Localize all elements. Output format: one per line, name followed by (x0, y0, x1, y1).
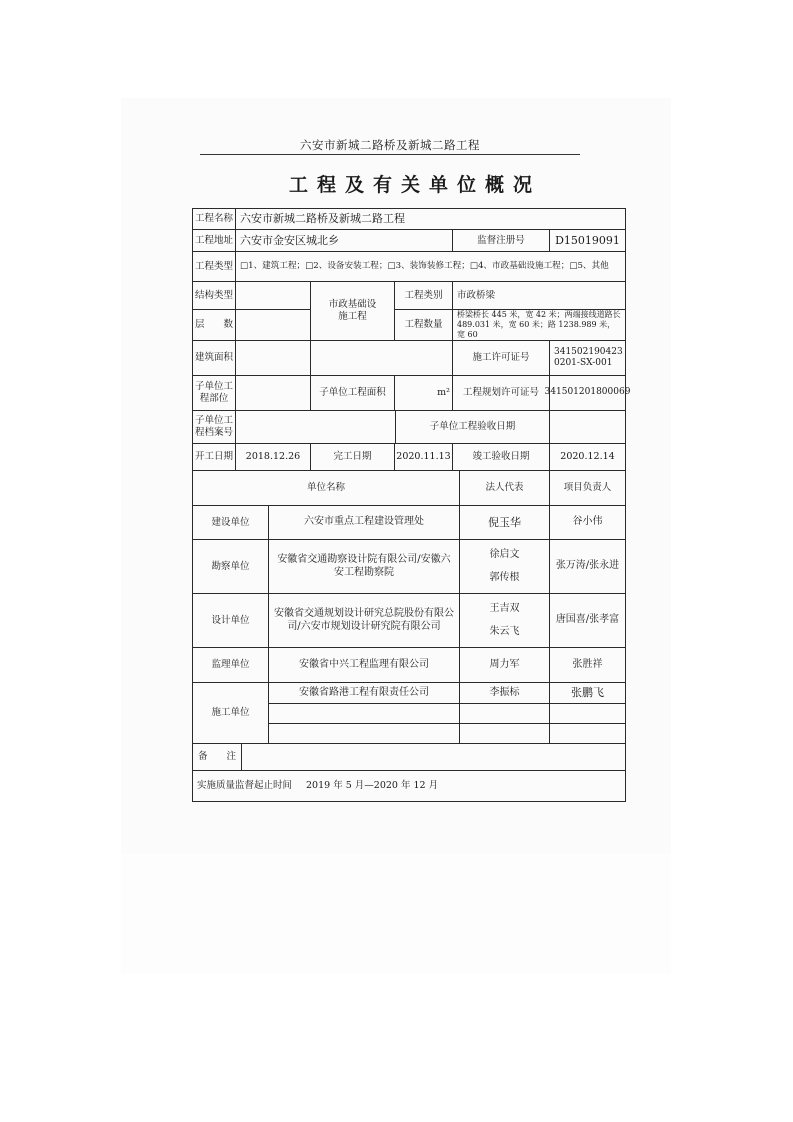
finish-date-value: 2020.11.13 (394, 443, 453, 471)
builder-row-2-lead (549, 703, 626, 724)
supervision-unit-lead: 张胜祥 (549, 647, 626, 683)
supervision-unit-role: 监理单位 (192, 647, 269, 683)
remarks-label: 备 注 (192, 743, 242, 771)
acceptance-date-value: 2020.12.14 (549, 443, 626, 471)
sub-unit-acceptance-label: 子单位工程验收日期 (395, 410, 550, 444)
acceptance-date-label: 竣工验收日期 (452, 443, 550, 471)
sub-unit-acceptance-value (549, 410, 626, 444)
project-type-options: □1、建筑工程；□2、设备安装工程；□3、装饰装修工程；□4、市政基础设施工程；□5、其他 (235, 251, 626, 282)
quality-supervision-period: 2019 年 5 月—2020 年 12 月 (306, 780, 439, 792)
sub-unit-archive-value (235, 410, 396, 444)
finish-date-label: 完工日期 (310, 443, 395, 471)
builder-row-2-legal (459, 703, 550, 724)
floors-label: 层 数 (192, 309, 236, 341)
builder-unit-role: 施工单位 (192, 682, 269, 744)
builder-row-3-name (268, 723, 460, 744)
builder-row-3-lead (549, 723, 626, 744)
construction-unit-legal: 倪玉华 (459, 505, 550, 540)
structure-type-label: 结构类型 (192, 281, 236, 310)
construction-permit-label: 施工许可证号 (452, 340, 550, 376)
construction-unit-name: 六安市重点工程建设管理处 (268, 505, 460, 540)
municipal-label: 市政基础设施工程 (310, 281, 395, 341)
start-date-label: 开工日期 (192, 443, 236, 471)
page-margin (121, 853, 671, 973)
project-category-label: 工程类别 (394, 281, 453, 310)
quantity-label: 工程数量 (394, 309, 453, 341)
planning-permit-label: 工程规划许可证号 (452, 375, 550, 411)
structure-type-value (235, 281, 311, 310)
sub-unit-part-label: 子单位工程部位 (192, 375, 236, 411)
survey-unit-name: 安徽省交通勘察设计院有限公司/安徽六安工程勘察院 (268, 539, 460, 594)
page-title: 工程及有关单位概况 (288, 174, 541, 196)
project-category-value: 市政桥梁 (452, 281, 626, 310)
builder-row-3-legal (459, 723, 550, 744)
design-unit-legal (459, 593, 550, 648)
sub-unit-area-label: 子单位工程面积 (310, 375, 395, 411)
quality-supervision-row (192, 770, 626, 802)
supervision-unit-legal: 周力军 (459, 647, 550, 683)
legal-rep-header: 法人代表 (459, 470, 550, 506)
builder-unit-lead: 张鹏飞 (549, 682, 626, 704)
start-date-value: 2018.12.26 (235, 443, 311, 471)
design-unit-legal-1: 王吉双 (489, 603, 520, 614)
design-unit-name: 安徽省交通规划设计研究总院股份有限公司/六安市规划设计研究院有限公司 (268, 593, 460, 648)
sub-unit-part-value (235, 375, 311, 411)
floors-value (235, 309, 311, 341)
remarks-value (241, 743, 626, 771)
survey-unit-lead: 张万涛/张永进 (549, 539, 626, 594)
design-unit-role: 设计单位 (192, 593, 269, 648)
planning-permit-value: 341501201800069 (549, 375, 626, 411)
building-area-value (235, 340, 311, 376)
header-underline (200, 154, 580, 155)
design-unit-legal-2: 朱云飞 (489, 625, 520, 637)
survey-unit-legal-1: 徐启文 (489, 549, 520, 560)
survey-unit-legal-2: 郭传根 (489, 571, 520, 583)
construction-permit-value: 3415021904230201-SX-001 (549, 340, 626, 376)
builder-row-2-name (268, 703, 460, 724)
unit-name-header: 单位名称 (192, 470, 460, 506)
address-label: 工程地址 (192, 229, 236, 252)
header-title: 六安市新城二路桥及新城二路工程 (300, 138, 480, 152)
project-type-label: 工程类型 (192, 251, 236, 282)
project-name-value: 六安市新城二路桥及新城二路工程 (235, 208, 626, 230)
project-table (192, 208, 631, 802)
sub-unit-archive-label: 子单位工程档案号 (192, 410, 236, 444)
supervision-reg-label: 监督注册号 (452, 229, 550, 252)
building-area-label: 建筑面积 (192, 340, 236, 376)
builder-unit-name: 安徽省路港工程有限责任公司 (268, 682, 460, 704)
survey-unit-role: 勘察单位 (192, 539, 269, 594)
address-value: 六安市金安区城北乡 (235, 229, 453, 252)
quantity-value: 桥梁桥长 445 米，宽 42 米；两端接线道路长 489.031 米，宽 60 米；路 1238.989 米，宽 60 (452, 309, 626, 341)
builder-unit-legal: 李振标 (459, 682, 550, 704)
supervision-unit-name: 安徽省中兴工程监理有限公司 (268, 647, 460, 683)
design-unit-lead: 唐国喜/张孝富 (549, 593, 626, 648)
project-lead-header: 项目负责人 (549, 470, 626, 506)
construction-unit-role: 建设单位 (192, 505, 269, 540)
quality-supervision-label: 实施质量监督起止时间 (197, 780, 293, 792)
building-area-extra (310, 340, 453, 376)
survey-unit-legal (459, 539, 550, 594)
supervision-reg-value: D15019091 (549, 229, 626, 252)
project-name-label: 工程名称 (192, 208, 236, 230)
construction-unit-lead: 谷小伟 (549, 505, 626, 540)
sub-unit-area-unit: m² (394, 375, 453, 411)
